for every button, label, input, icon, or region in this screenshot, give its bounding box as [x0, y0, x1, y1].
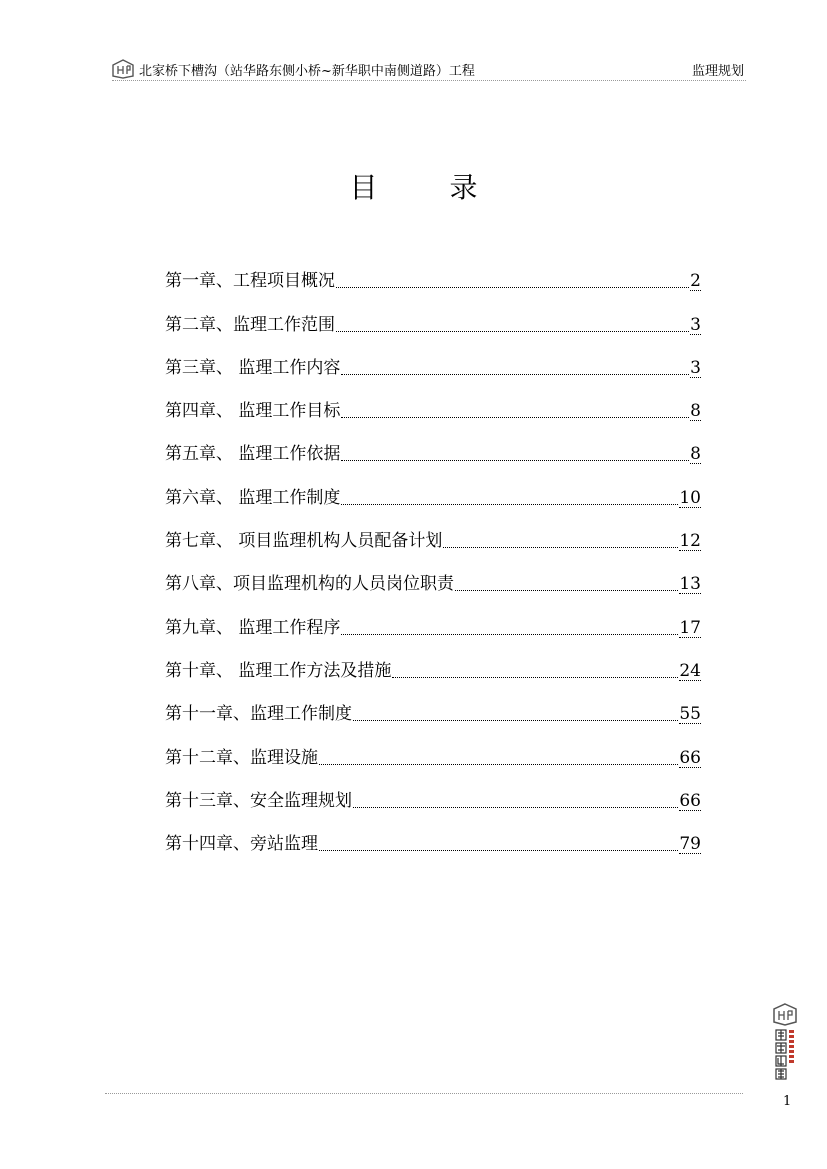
toc-entry-page: 3: [690, 357, 701, 378]
toc-dot-leader: [319, 849, 678, 851]
toc-dot-leader: [353, 806, 678, 808]
toc-dot-leader: [455, 589, 678, 591]
toc-entry-page: 24: [679, 660, 701, 681]
toc-entry-label: 第五章、 监理工作依据: [165, 444, 341, 465]
toc-entry-page: 13: [679, 574, 701, 595]
header-project-title: 北家桥下槽沟（站华路东侧小桥~新华职中南侧道路）工程: [139, 64, 475, 79]
toc-entry[interactable]: [165, 386, 701, 429]
toc-entry[interactable]: [165, 819, 701, 862]
footer-rule: [105, 1093, 743, 1094]
toc-entry-label: 第一章、工程项目概况: [165, 271, 335, 292]
toc-entry-label: 第二章、监理工作范围: [165, 314, 335, 335]
toc-dot-leader: [341, 459, 689, 461]
toc-entry-page: 17: [679, 617, 701, 638]
toc-dot-leader: [341, 633, 678, 635]
toc-dot-leader: [336, 330, 689, 332]
table-of-contents: [165, 256, 701, 862]
toc-entry[interactable]: [165, 776, 701, 819]
toc-dot-leader: [341, 373, 689, 375]
toc-dot-leader: [341, 416, 689, 418]
document-title: 目录: [349, 171, 550, 204]
toc-entry[interactable]: [165, 472, 701, 515]
toc-entry-page: 8: [690, 444, 701, 465]
toc-dot-leader: [341, 503, 678, 505]
toc-entry-label: 第八章、项目监理机构的人员岗位职责: [165, 574, 454, 595]
toc-entry-page: 3: [690, 314, 701, 335]
toc-entry-page: 10: [679, 487, 701, 508]
toc-entry-page: 55: [679, 704, 701, 725]
toc-entry-label: 第十二章、监理设施: [165, 747, 318, 768]
toc-entry[interactable]: [165, 429, 701, 472]
toc-entry[interactable]: [165, 732, 701, 775]
toc-entry[interactable]: [165, 343, 701, 386]
company-logo-icon: [112, 59, 134, 79]
toc-entry-page: 12: [679, 531, 701, 552]
toc-entry[interactable]: [165, 602, 701, 645]
toc-entry-label: 第十章、 监理工作方法及措施: [165, 660, 392, 681]
toc-entry[interactable]: [165, 516, 701, 559]
toc-entry-page: 2: [690, 271, 701, 292]
toc-entry-label: 第十三章、安全监理规划: [165, 790, 352, 811]
toc-entry[interactable]: [165, 256, 701, 299]
toc-entry[interactable]: [165, 559, 701, 602]
toc-dot-leader: [392, 676, 678, 678]
toc-entry-label: 第六章、 监理工作制度: [165, 487, 341, 508]
toc-entry-page: 66: [679, 747, 701, 768]
toc-entry-page: 66: [679, 790, 701, 811]
toc-entry-label: 第十一章、监理工作制度: [165, 704, 352, 725]
header-section-label: 监理规划: [691, 64, 744, 79]
toc-entry-label: 第九章、 监理工作程序: [165, 617, 341, 638]
page-header: [112, 56, 746, 81]
page-number: 1: [783, 1094, 792, 1109]
toc-entry-label: 第三章、 监理工作内容: [165, 357, 341, 378]
toc-entry-label: 第四章、 监理工作目标: [165, 401, 341, 422]
toc-entry[interactable]: [165, 689, 701, 732]
toc-entry-label: 第七章、 项目监理机构人员配备计划: [165, 531, 443, 552]
toc-entry-page: 8: [690, 401, 701, 422]
toc-entry-page: 79: [679, 834, 701, 855]
toc-dot-leader: [336, 286, 689, 288]
toc-entry[interactable]: [165, 646, 701, 689]
toc-dot-leader: [319, 763, 678, 765]
toc-entry[interactable]: [165, 299, 701, 342]
toc-entry-label: 第十四章、旁站监理: [165, 834, 318, 855]
toc-dot-leader: [443, 546, 678, 548]
toc-dot-leader: [353, 719, 678, 721]
hengtai-logo-icon: [772, 1002, 798, 1084]
